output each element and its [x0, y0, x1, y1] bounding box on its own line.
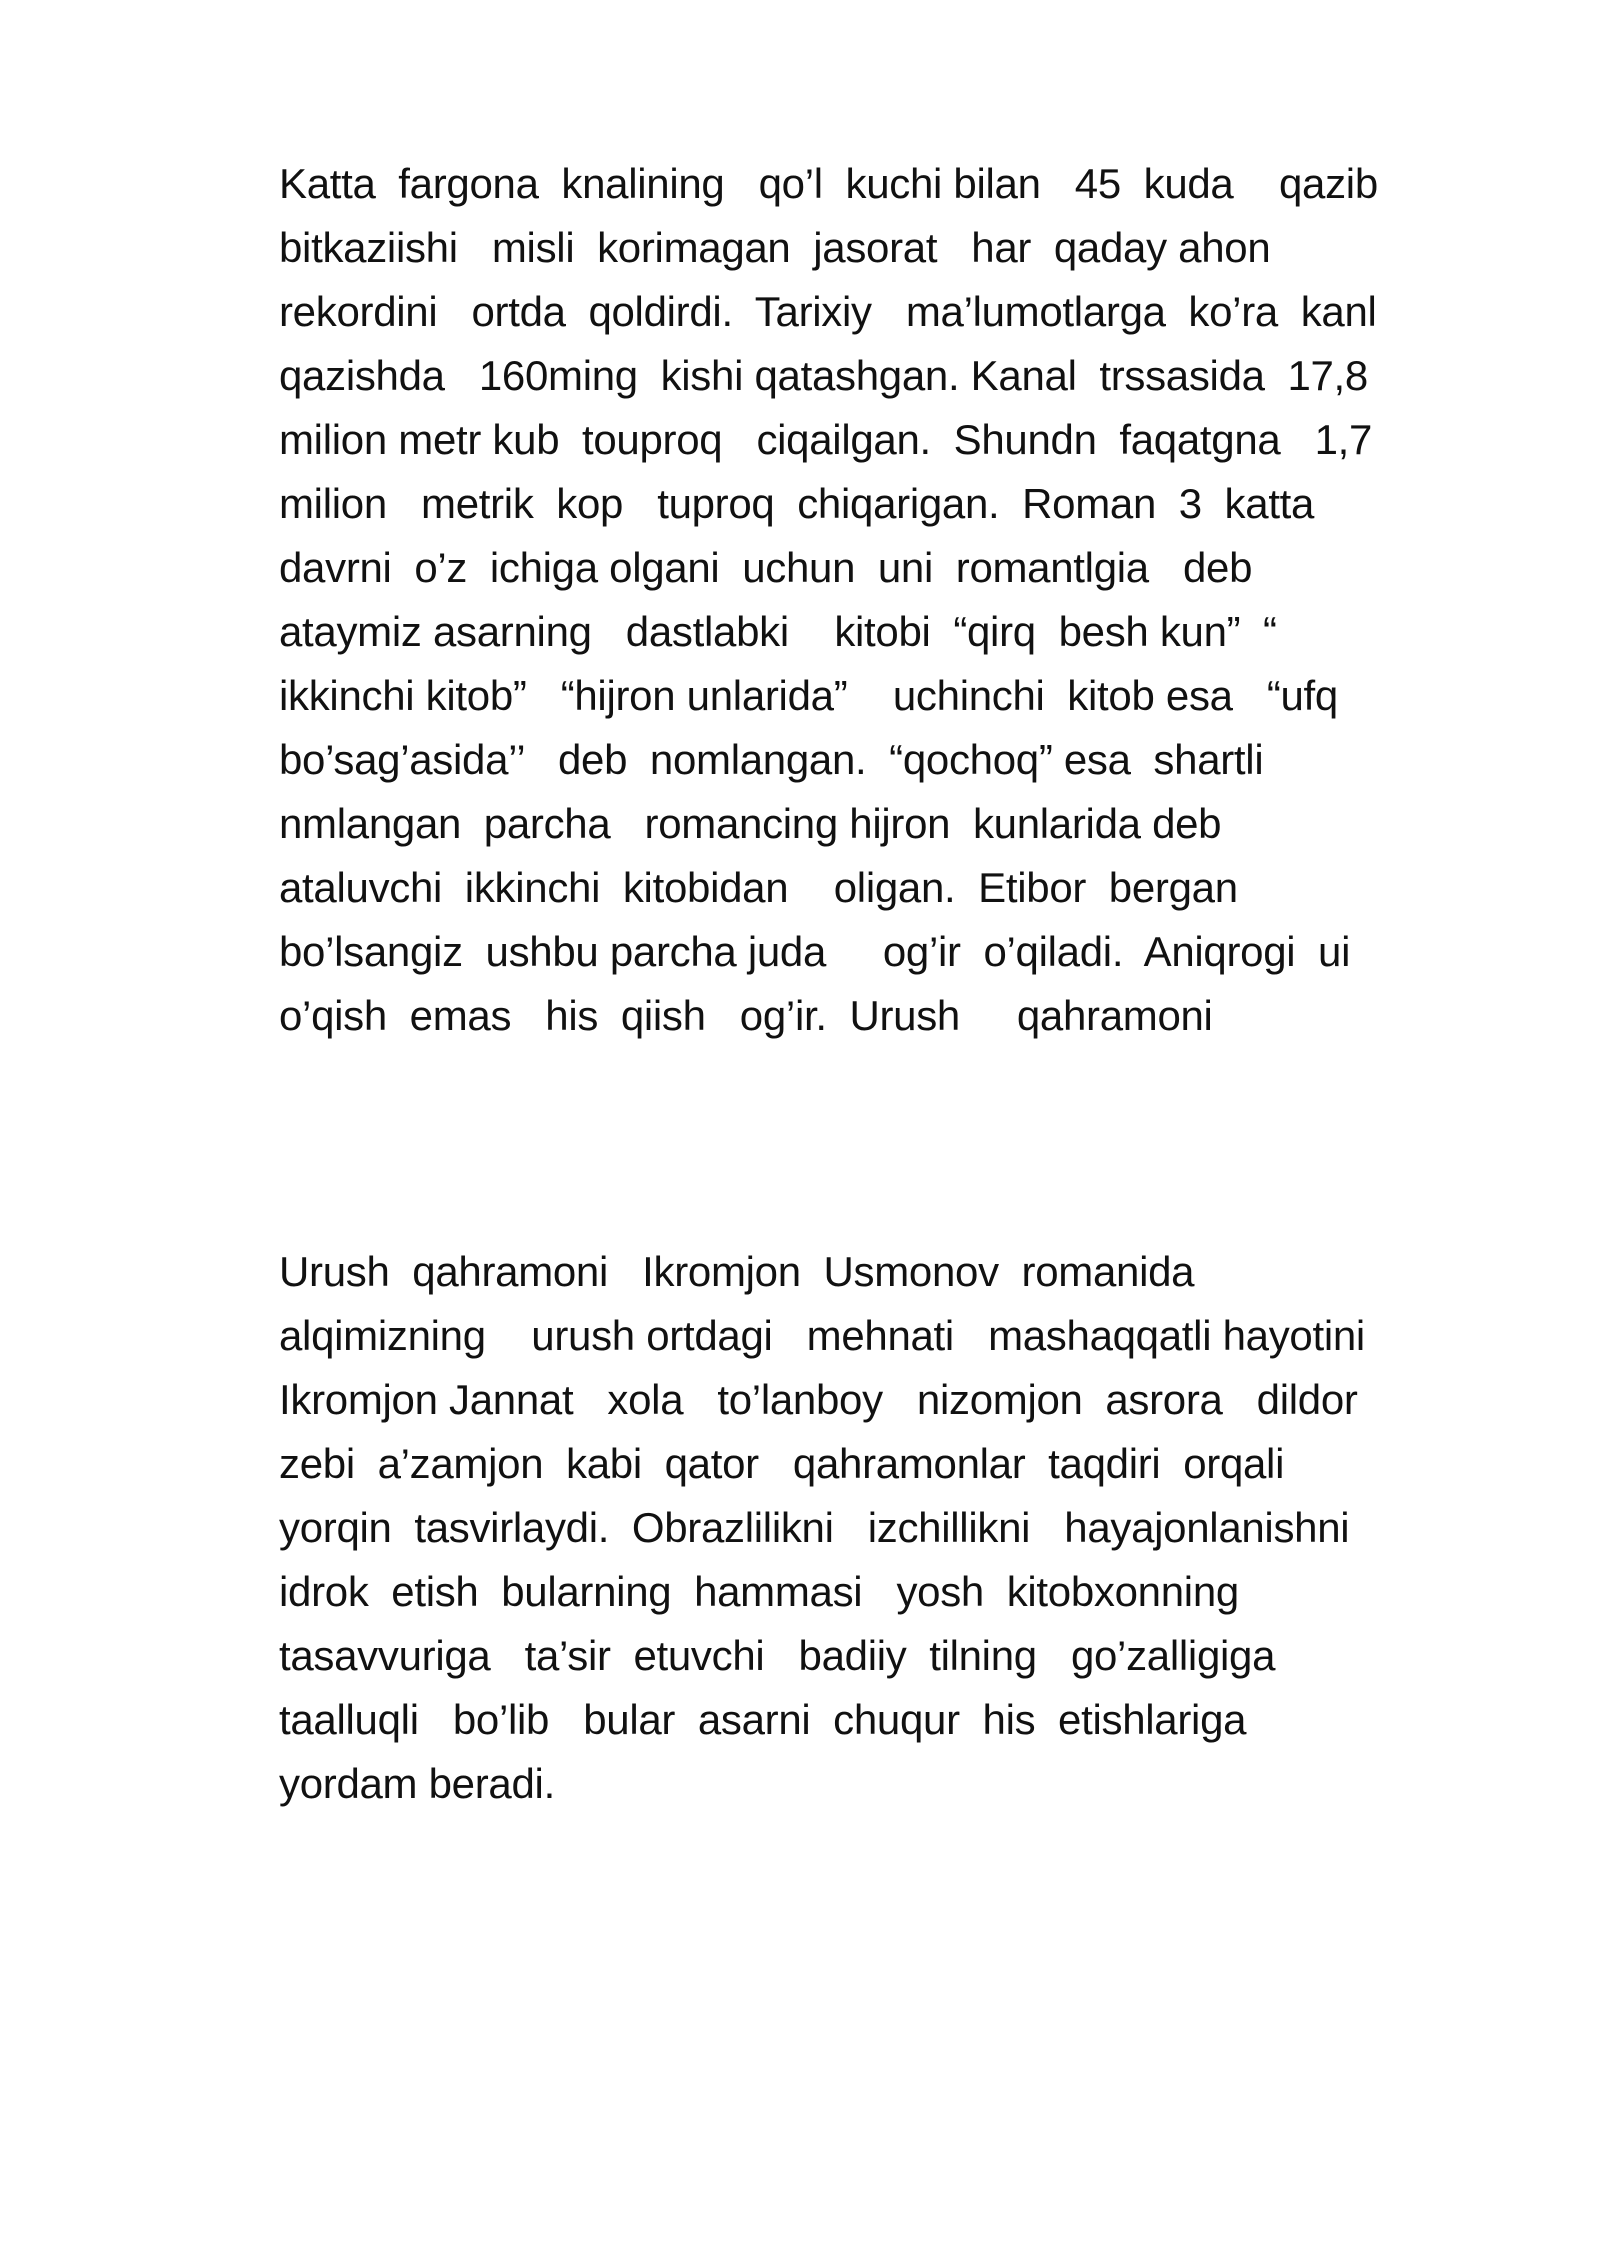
paragraph-1-line: milion metrik kop tuproq chiqarigan. Roman 3 katta [279, 480, 1315, 527]
paragraph-1-line: bo’lsangiz ushbu parcha juda og’ir o’qiladi. Aniqrogi ui [279, 928, 1351, 975]
paragraph-2-line: tasavvuriga ta’sir etuvchi badiiy tilning go’zalligiga [279, 1632, 1276, 1679]
paragraph-2-line: yorqin tasvirlaydi. Obrazlilikni izchillikni hayajonlanishni [279, 1504, 1350, 1551]
paragraph-1-line: o’qish emas his qiish og’ir. Urush qahramoni [279, 992, 1213, 1039]
paragraph-1-line: davrni o’z ichiga olgani uchun uni romantlgia deb [279, 544, 1253, 591]
paragraph-1-line: nmlangan parcha romancing hijron kunlarida deb [279, 800, 1222, 847]
paragraph-2-line: Ikromjon Jannat xola to’lanboy nizomjon asrora dildor [279, 1376, 1358, 1423]
paragraph-1-line: ataluvchi ikkinchi kitobidan oligan. Etibor bergan [279, 864, 1238, 911]
paragraph-1-line: ataymiz asarning dastlabki kitobi “qirq besh kun” “ [279, 608, 1277, 655]
paragraph-2-line: zebi a’zamjon kabi qator qahramonlar taqdiri orqali [279, 1440, 1285, 1487]
paragraph-1-line: bitkaziishi misli korimagan jasorat har qaday ahon [279, 224, 1271, 271]
paragraph-1-line: rekordini ortda qoldirdi. Tarixiy ma’lumotlarga ko’ra kanl [279, 288, 1377, 335]
paragraph-1-line: qazishda 160ming kishi qatashgan. Kanal trssasida 17,8 [279, 352, 1368, 399]
paragraph-2-line: alqimizning urush ortdagi mehnati mashaqqatli hayotini [279, 1312, 1365, 1359]
paragraph-1-line: Katta fargona knalining qo’l kuchi bilan 45 kuda qazib [279, 160, 1378, 207]
paragraph-1-line: milion metr kub touproq ciqailgan. Shundn faqatgna 1,7 [279, 416, 1373, 463]
paragraph-2-line: Urush qahramoni Ikromjon Usmonov romanida [279, 1248, 1195, 1295]
paragraph-2-line: idrok etish bularning hammasi yosh kitobxonning [279, 1568, 1239, 1615]
paragraph-2-line: taalluqli bo’lib bular asarni chuqur his etishlariga [279, 1696, 1247, 1743]
paragraph-1-line: bo’sag’asida’’ deb nomlangan. “qochoq” esa shartli [279, 736, 1264, 783]
paragraph-1-line: ikkinchi kitob” “hijron unlarida” uchinchi kitob esa “ufq [279, 672, 1338, 719]
paragraph-2-line: yordam beradi. [279, 1760, 555, 1807]
